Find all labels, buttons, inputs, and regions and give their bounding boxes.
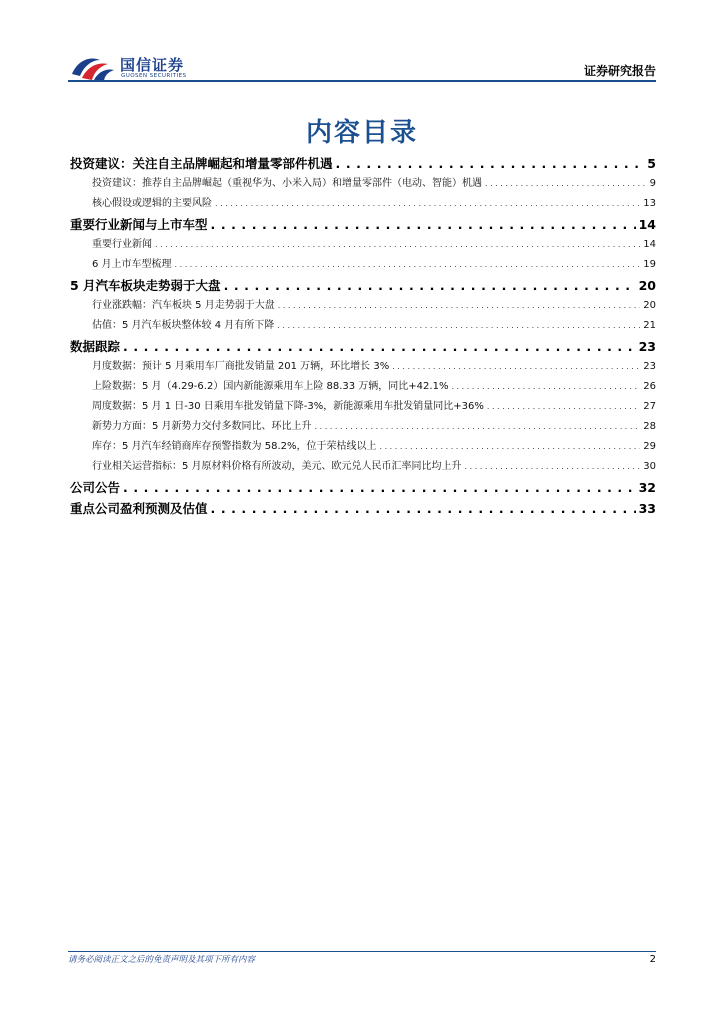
toc-entry[interactable] — [70, 316, 656, 336]
toc-entry-label: 投资建议：推荐自主品牌崛起（重视华为、小米入局）和增量零部件（电动、智能）机遇 — [92, 178, 482, 189]
toc-entry-page: 28 — [643, 421, 656, 432]
toc-leader — [315, 417, 641, 437]
toc-entry-page: 26 — [643, 381, 656, 392]
toc-leader — [277, 316, 640, 336]
footer-divider — [68, 951, 656, 952]
toc-entry-page: 20 — [638, 278, 656, 293]
toc-leader — [451, 377, 640, 397]
logo-text-cn: 国信证券 — [120, 56, 185, 74]
toc-entry-page: 23 — [643, 361, 656, 372]
table-of-contents — [70, 153, 656, 519]
toc-entry-label: 新势力方面：5 月新势力交付多数同比、环比上升 — [92, 421, 312, 432]
toc-entry[interactable] — [70, 296, 656, 316]
toc-entry-page: 5 — [647, 156, 656, 171]
toc-entry-page: 27 — [643, 401, 656, 412]
toc-entry[interactable] — [70, 397, 656, 417]
report-type-label: 证券研究报告 — [583, 64, 656, 78]
logo-text-en: GUOSEN SECURITIES — [121, 73, 187, 79]
footer-page-number: 2 — [649, 954, 656, 965]
toc-entry-label: 库存：5 月汽车经销商库存预警指数为 58.2%，位于荣枯线以上 — [92, 441, 377, 452]
toc-entry-label: 上险数据：5 月（4.29-6.2）国内新能源乘用车上险 88.33 万辆，同比+42.1% — [92, 381, 449, 392]
toc-leader — [211, 214, 636, 235]
toc-entry-label: 重要行业新闻与上市车型 — [70, 217, 208, 232]
toc-entry-label: 周度数据：5 月 1 日-30 日乘用车批发销量下降-3%，新能源乘用车批发销量同比+36% — [92, 401, 484, 412]
toc-entry[interactable] — [70, 457, 656, 477]
toc-entry-page: 13 — [643, 198, 656, 209]
toc-entry-label: 数据跟踪 — [70, 339, 121, 354]
toc-entry-label: 重要行业新闻 — [92, 239, 152, 250]
toc-entry-label: 行业相关运营指标：5 月原材料价格有所波动，美元、欧元兑人民币汇率同比均上升 — [92, 461, 462, 472]
toc-entry-page: 29 — [643, 441, 656, 452]
toc-entry[interactable] — [70, 275, 656, 296]
toc-entry-label: 重点公司盈利预测及估值 — [70, 501, 208, 516]
toc-leader — [392, 357, 640, 377]
toc-entry[interactable] — [70, 194, 656, 214]
guosen-logo-icon — [70, 52, 116, 82]
toc-leader — [485, 174, 647, 194]
toc-entry-page: 19 — [643, 259, 656, 270]
toc-entry-page: 32 — [638, 480, 656, 495]
toc-entry-label: 6 月上市车型梳理 — [92, 259, 172, 270]
toc-entry-label: 5 月汽车板块走势弱于大盘 — [70, 278, 221, 293]
toc-entry[interactable] — [70, 417, 656, 437]
toc-leader — [278, 296, 641, 316]
header-divider — [68, 80, 656, 82]
toc-entry[interactable] — [70, 357, 656, 377]
toc-entry[interactable] — [70, 437, 656, 457]
toc-entry-label: 投资建议：关注自主品牌崛起和增量零部件机遇 — [70, 156, 333, 171]
toc-leader — [215, 194, 640, 214]
toc-entry-page: 20 — [643, 300, 656, 311]
toc-entry[interactable] — [70, 377, 656, 397]
toc-leader — [175, 255, 641, 275]
toc-title: 内容目录 — [305, 118, 418, 148]
toc-entry-label: 估值：5 月汽车板块整体较 4 月有所下降 — [92, 320, 275, 331]
toc-leader — [123, 336, 636, 357]
toc-leader — [465, 457, 641, 477]
toc-entry-page: 14 — [643, 239, 656, 250]
toc-entry-page: 21 — [643, 320, 656, 331]
toc-entry-page: 14 — [638, 217, 656, 232]
toc-entry[interactable] — [70, 255, 656, 275]
toc-entry-page: 9 — [649, 178, 656, 189]
footer-disclaimer: 请务必阅读正文之后的免责声明及其项下所有内容 — [68, 955, 256, 965]
toc-leader — [336, 153, 645, 174]
toc-leader — [211, 498, 636, 519]
guosen-logo — [70, 50, 210, 84]
toc-entry[interactable] — [70, 214, 656, 235]
toc-entry-label: 核心假设或逻辑的主要风险 — [92, 198, 212, 209]
toc-entry[interactable] — [70, 498, 656, 519]
toc-entry-label: 公司公告 — [70, 480, 121, 495]
toc-entry-page: 33 — [638, 501, 656, 516]
toc-entry[interactable] — [70, 235, 656, 255]
toc-entry[interactable] — [70, 336, 656, 357]
toc-entry-label: 月度数据：预计 5 月乘用车厂商批发销量 201 万辆，环比增长 3% — [92, 361, 390, 372]
toc-entry[interactable] — [70, 174, 656, 194]
toc-entry[interactable] — [70, 153, 656, 174]
toc-entry[interactable] — [70, 477, 656, 498]
toc-leader — [224, 275, 636, 296]
toc-leader — [123, 477, 636, 498]
toc-leader — [155, 235, 640, 255]
toc-leader — [380, 437, 641, 457]
toc-entry-page: 30 — [643, 461, 656, 472]
toc-leader — [487, 397, 640, 417]
toc-entry-label: 行业涨跌幅：汽车板块 5 月走势弱于大盘 — [92, 300, 275, 311]
toc-entry-page: 23 — [638, 339, 656, 354]
